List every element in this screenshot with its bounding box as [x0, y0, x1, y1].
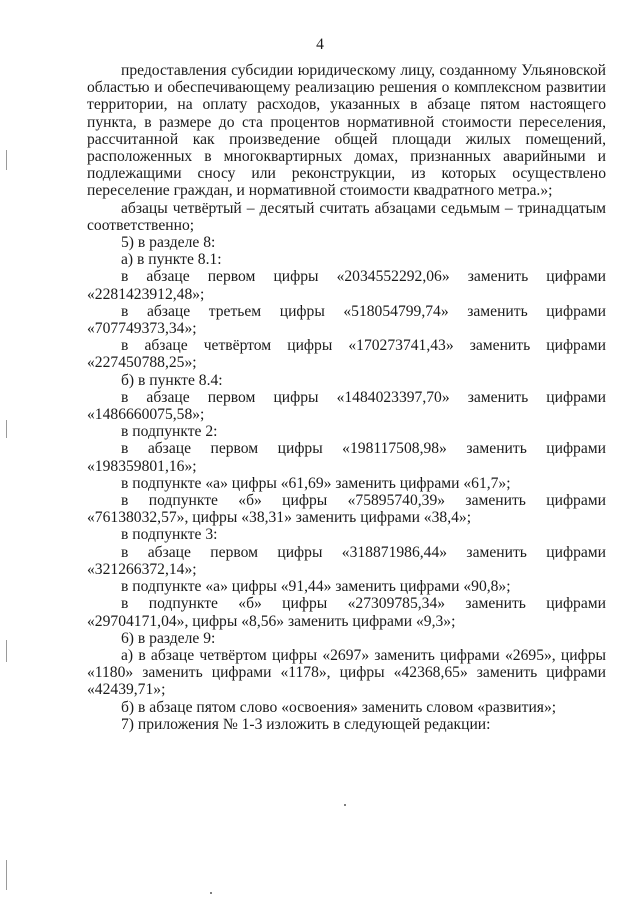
- paragraph: 6) в разделе 9:: [121, 629, 216, 647]
- scan-edge-mark: [6, 860, 7, 890]
- paragraph: 5) в разделе 8:: [121, 234, 216, 252]
- paragraph: б) в абзаце пятом слово «освоения» заменить словом «развития»;: [121, 698, 557, 716]
- paragraph: 7) приложения № 1-3 изложить в следующей редакции:: [121, 715, 491, 733]
- paragraph: в абзаце первом цифры «1484023397,70» заменить цифрами «1486660075,58»;: [87, 388, 606, 424]
- paragraph: б) в пункте 8.4:: [121, 371, 223, 389]
- paragraph: в подпункте «б» цифры «75895740,39» заменить цифрами «76138032,57», цифры «38,31» заменить цифрами «38,4»;: [87, 492, 606, 527]
- paragraph: а) в абзаце четвёртом цифры «2697» заменить цифрами «2695», цифры «1180» заменить цифрами «1178», цифры «42368,65» заменить цифрами «42439,71»;: [87, 646, 606, 699]
- paragraph: в абзаце первом цифры «318871986,44» заменить цифрами «321266372,14»;: [87, 543, 606, 578]
- paragraph: в абзаце первом цифры «198117508,98» заменить цифрами «198359801,16»;: [87, 440, 606, 475]
- paragraph: в абзаце четвёртом цифры «170273741,43» заменить цифрами «227450788,25»;: [87, 337, 606, 372]
- paragraph: в подпункте «б» цифры «27309785,34» заменить цифрами «29704171,04», цифры «8,56» заменить цифрами «9,3»;: [87, 595, 606, 630]
- paragraph: в подпункте «а» цифры «61,69» заменить цифрами «61,7»;: [121, 474, 511, 492]
- paragraph: в подпункте «а» цифры «91,44» заменить цифрами «90,8»;: [121, 578, 511, 596]
- scan-speck: [344, 804, 346, 806]
- document-body: [87, 62, 606, 733]
- scan-edge-mark: [6, 150, 7, 170]
- scan-edge-mark: [6, 640, 7, 662]
- paragraph: а) в пункте 8.1:: [121, 251, 222, 269]
- paragraph: в абзаце третьем цифры «518054799,74» заменить цифрами «707749373,34»;: [87, 302, 606, 338]
- scan-edge-mark: [6, 420, 7, 438]
- scan-speck: [210, 892, 212, 894]
- page-number: 4: [316, 36, 324, 53]
- paragraph: в абзаце первом цифры «2034552292,06» заменить цифрами «2281423912,48»;: [87, 268, 606, 303]
- paragraph: предоставления субсидии юридическому лицу, созданному Ульяновской областью и обеспечивающему реализацию решения о комплексном развитии территории, на оплату расходов, указанных в абзаце пятом настоящего пункта, в размере до ста процентов нормативной стоимости переселения, рассчитанной как произведение общей площади жилых помещений, расположенных в многоквартирных домах, признанных аварийными и подлежащими сносу или реконструкции, из которых осуществлено переселение граждан, и нормативной стоимости квадратного метра.»;: [87, 62, 606, 200]
- paragraph: абзацы четвёртый – десятый считать абзацами седьмым – тринадцатым соответственно;: [87, 199, 606, 234]
- paragraph: в подпункте 3:: [121, 526, 218, 544]
- paragraph: в подпункте 2:: [121, 423, 218, 441]
